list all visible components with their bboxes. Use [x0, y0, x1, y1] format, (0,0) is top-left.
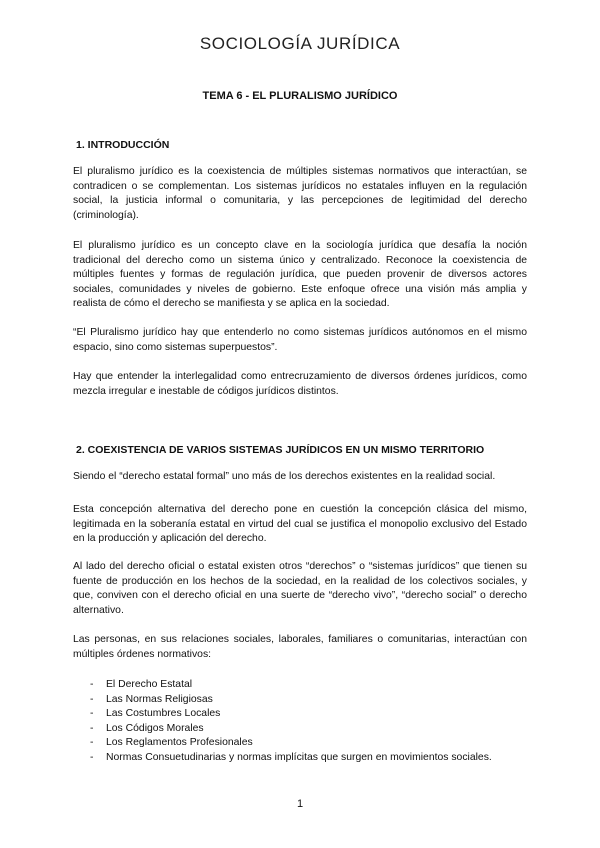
paragraph: Las personas, en sus relaciones sociales, laborales, familiares o comunitarias, interactúan con múltiples órdenes normativos:: [73, 634, 527, 660]
paragraph: Siendo el “derecho estatal formal” uno más de los derechos existentes en la realidad social.: [73, 471, 496, 482]
normative-orders-list: [90, 678, 492, 766]
quote-paragraph: “El Pluralismo jurídico hay que entenderlo no como sistemas jurídicos autónomos en el mismo espacio, sino como sistemas superpuestos”.: [73, 327, 527, 353]
paragraph: El pluralismo jurídico es un concepto clave en la sociología jurídica que desafía la noción tradicional del derecho como un sistema único y centralizado. Reconoce la coexistencia de múltiples fuentes y formas de regulación jurídica, que pueden provenir de diversos actores sociales, comunidades y niveles de gobierno. Este enfoque ofrece una visión más amplia y realista de cómo el derecho se manifiesta y se aplica en la sociedad.: [73, 240, 527, 309]
list-item: - Las Costumbres Locales: [90, 708, 221, 720]
paragraph: Esta concepción alternativa del derecho pone en cuestión la concepción clásica del mismo, legitimada en la soberanía estatal en virtud del cual se justifica el monopolio exclusivo del Estado en la producción y aplicación del derecho.: [73, 504, 527, 544]
paragraph: El pluralismo jurídico es la coexistencia de múltiples sistemas normativos que interactúan, se contradicen o se complementan. Los sistemas jurídicos no estatales influyen en la regulación social, la justicia informal o comunitaria, y las percepciones de legitimidad del derecho (criminología).: [73, 166, 527, 221]
paragraph: Al lado del derecho oficial o estatal existen otros “derechos” o “sistemas jurídicos” que tienen su fuente de producción en los hechos de la sociedad, en la realidad de los colectivos sociales, y que, conviven con el derecho oficial en una suerte de “derecho vivo”, “derecho social” o derecho alternativo.: [73, 561, 527, 616]
list-item: - Normas Consuetudinarias y normas implícitas que surgen en movimientos sociales.: [90, 751, 492, 763]
section-heading-coexistencia: 2. COEXISTENCIA DE VARIOS SISTEMAS JURÍDICOS EN UN MISMO TERRITORIO: [76, 444, 485, 456]
list-item: - Los Reglamentos Profesionales: [90, 737, 253, 749]
list-item: - Los Códigos Morales: [90, 722, 204, 734]
document-header: SOCIOLOGÍA JURÍDICA: [199, 34, 401, 53]
list-item: - El Derecho Estatal: [90, 679, 193, 690]
section-heading-introduccion: 1. INTRODUCCIÓN: [76, 139, 170, 151]
page-title: TEMA 6 - EL PLURALISMO JURÍDICO: [202, 90, 398, 102]
paragraph: Hay que entender la interlegalidad como entrecruzamiento de diversos órdenes jurídicos, como mezcla irregular e inestable de códigos jurídicos distintos.: [73, 371, 527, 397]
list-item: - Las Normas Religiosas: [90, 693, 213, 705]
page-number: 1: [296, 798, 304, 810]
